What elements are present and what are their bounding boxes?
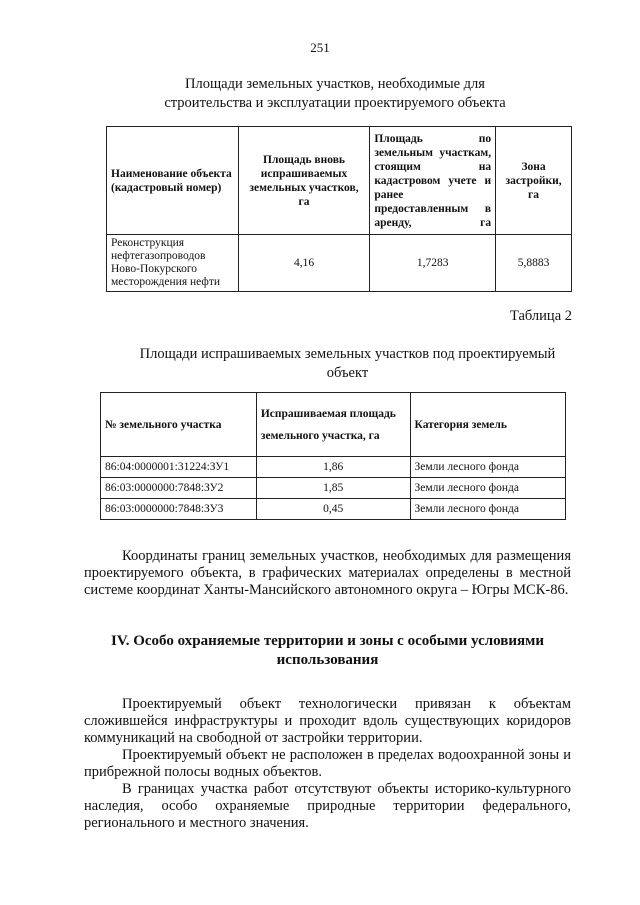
- cell-area: 1,86: [256, 457, 410, 478]
- header-land-category: Категория земель: [410, 393, 565, 457]
- body-paragraph: Проектируемый объект технологически привязан к объектам сложившейся инфраструктуры и проходит вдоль существующих коридоров коммуникаций на свободной от застройки территории.: [84, 696, 571, 746]
- cell-plot-number: 86:04:0000001:31224:ЗУ1: [101, 457, 257, 478]
- cell-new-area: 4,16: [238, 235, 370, 292]
- body-paragraph: В границах участка работ отсутствуют объекты историко-культурного наследия, особо охраняемые природные территории федерального, регионального и местного значения.: [84, 781, 571, 831]
- table-header-row: [101, 393, 566, 457]
- table-row: [101, 457, 566, 478]
- cell-registered-area: 1,7283: [370, 235, 496, 292]
- header-registered-area: Площадь по земельным участкам, стоящим на кадастровом учете и ранее предоставленным в аренду, га: [370, 127, 496, 235]
- table1-title-line1: Площади земельных участков, необходимые для: [185, 76, 485, 92]
- cell-area: 0,45: [256, 499, 410, 520]
- table-row: [101, 478, 566, 499]
- cell-category: Земли лесного фонда: [410, 457, 565, 478]
- section-heading-line2: использования: [276, 652, 379, 668]
- cell-building-zone: 5,8883: [496, 235, 572, 292]
- table-row: [101, 499, 566, 520]
- cell-category: Земли лесного фонда: [410, 499, 565, 520]
- section-heading-line1: IV. Особо охраняемые территории и зоны с особыми условиями: [110, 633, 544, 649]
- cell-area: 1,85: [256, 478, 410, 499]
- cell-category: Земли лесного фонда: [410, 478, 565, 499]
- table2-title-line1: Площади испрашиваемых земельных участков под проектируемый: [139, 346, 556, 362]
- table2-title: [120, 345, 575, 383]
- requested-plots-table: [100, 392, 566, 520]
- coordinates-paragraph: Координаты границ земельных участков, необходимых для размещения проектируемого объекта, в графических материалах определены в местной системе координат Ханты-Мансийского автономного округа – Югры МСК-86.: [84, 548, 571, 598]
- table2-title-line2: объект: [326, 365, 369, 381]
- header-requested-area: Испрашиваемая площадь земельного участка, га: [256, 393, 410, 457]
- cell-plot-number: 86:03:0000000:7848:ЗУ2: [101, 478, 257, 499]
- table1-title-line2: строительства и эксплуатации проектируемого объекта: [164, 95, 506, 111]
- table1-title: [110, 75, 560, 113]
- body-paragraph: Проектируемый объект не расположен в пределах водоохранной зоны и прибрежной полосы водных объектов.: [84, 747, 571, 780]
- header-plot-number: № земельного участка: [101, 393, 257, 457]
- section-heading: [84, 632, 571, 670]
- land-area-table: [106, 126, 572, 292]
- header-building-zone: Зона застройки, га: [496, 127, 572, 235]
- page-number: 251: [310, 40, 330, 55]
- table-caption: Таблица 2: [509, 308, 572, 324]
- cell-object-name: Реконструкция нефтегазопроводов Ново-Покурского месторождения нефти: [107, 235, 239, 292]
- cell-plot-number: 86:03:0000000:7848:ЗУ3: [101, 499, 257, 520]
- header-new-area: Площадь вновь испрашиваемых земельных участков, га: [238, 127, 370, 235]
- table-row: [107, 235, 572, 292]
- header-object-name: Наименование объекта (кадастровый номер): [107, 127, 239, 235]
- table-header-row: [107, 127, 572, 235]
